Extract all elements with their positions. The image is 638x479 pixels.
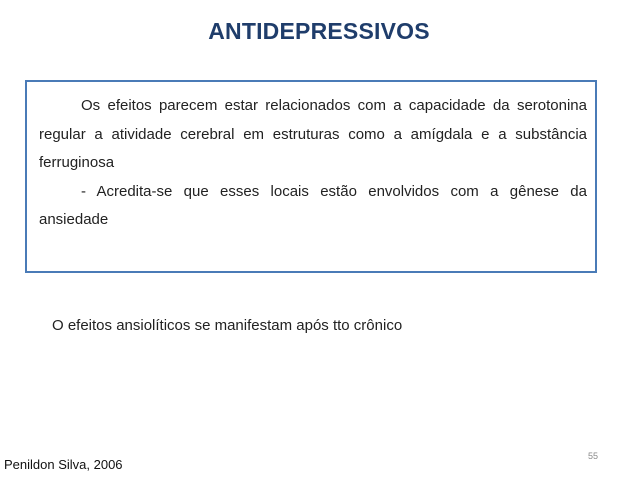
citation: Penildon Silva, 2006 xyxy=(4,457,123,472)
highlight-text-box xyxy=(25,80,597,273)
slide-title: ANTIDEPRESSIVOS xyxy=(208,18,430,44)
page-number: 55 xyxy=(588,451,599,461)
anxiolytic-statement: O efeitos ansiolíticos se manifestam após tto crônico xyxy=(52,317,403,334)
box-paragraph-effects: Os efeitos parecem estar relacionados com a capacidade da serotonina regular a atividade cerebral em estruturas como a amígdala e a substância ferruginosa xyxy=(39,97,587,171)
box-paragraph-anxiety: - Acredita-se que esses locais estão envolvidos com a gênese da ansiedade xyxy=(39,182,587,228)
